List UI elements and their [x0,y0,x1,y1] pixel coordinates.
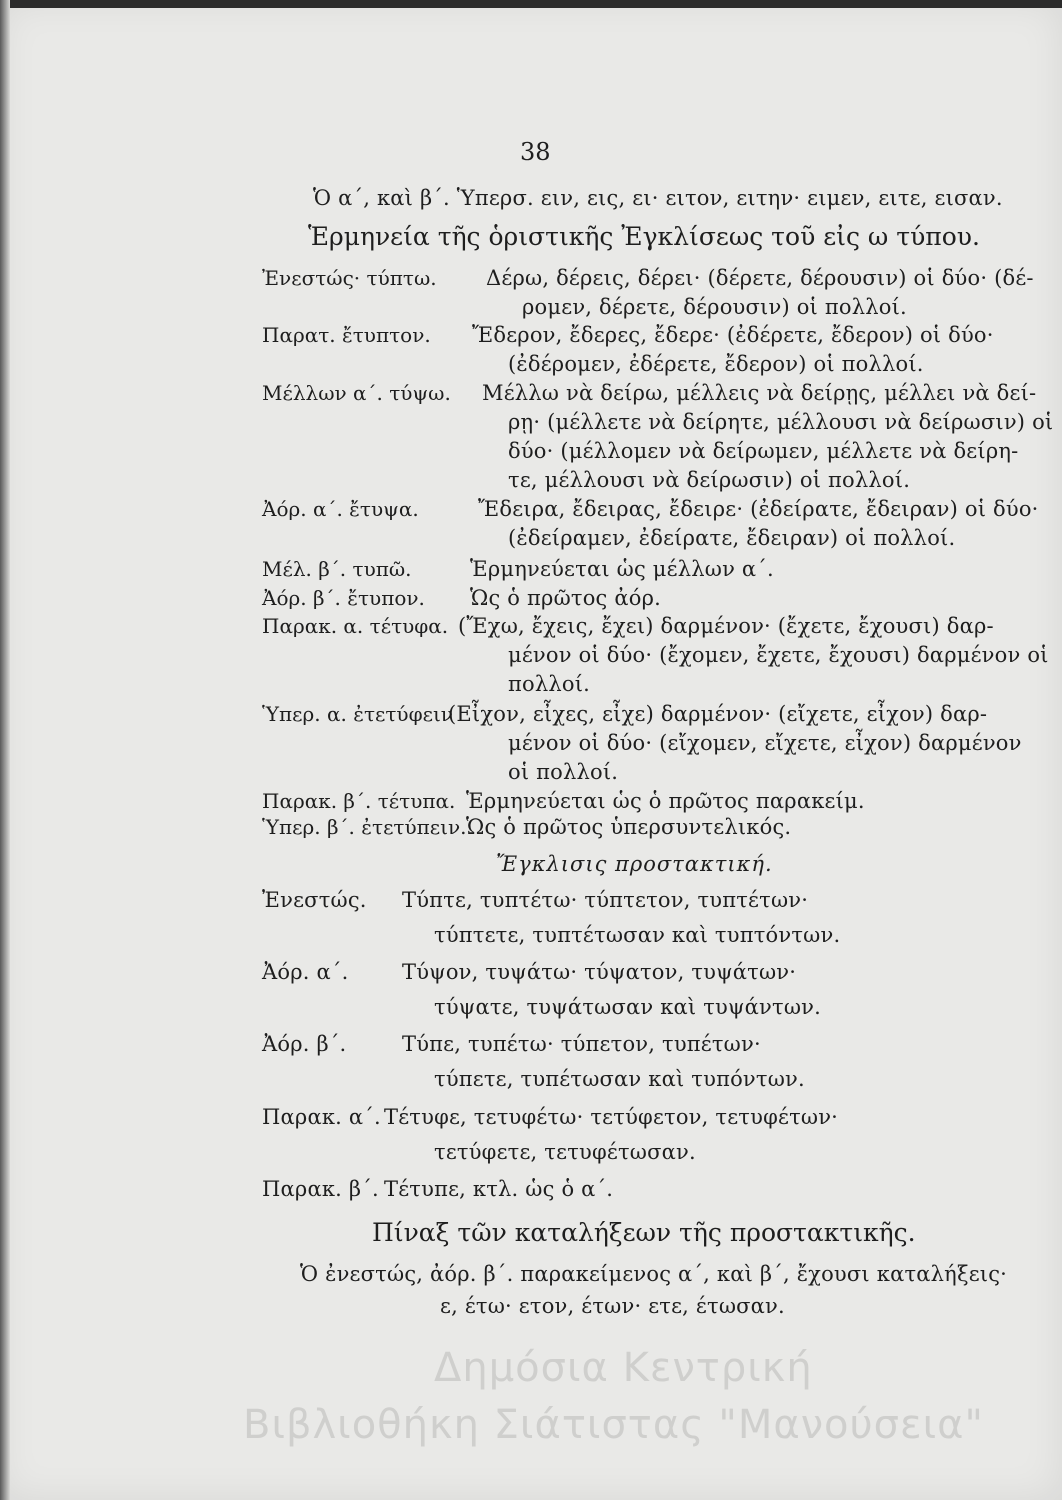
imperative-label-perfect-a: Παρακ. α΄. [262,1105,381,1129]
tense-label-aorist-a: Ἀόρ. α΄. ἔτυψα. [262,497,419,521]
library-watermark-line-1: Δημόσια Κεντρική [434,1345,813,1391]
tense-text-pluperfect-a-2: μένον οἱ δύο· (εἴχομεν, εἴχετε, εἶχον) δαρμένον [508,731,1022,755]
intro-line: Ὁ α΄, καὶ β΄. Ὑπερσ. ειν, εις, ει· ειτον, ειτην· ειμεν, ειτε, εισαν. [313,186,1003,210]
tense-text-imperfect-1: Ἔδερον, ἔδερες, ἔδερε· (ἐδέρετε, ἔδερον) οἱ δύο· [472,323,994,347]
imperative-label-aorist-a: Ἀόρ. α΄. [262,960,349,984]
tense-text-perfect-a-3: πολλοί. [508,672,591,696]
tense-label-aorist-b: Ἀόρ. β΄. ἔτυπον. [262,586,425,610]
tense-text-pluperfect-a-3: οἱ πολλοί. [508,760,619,784]
tense-text-aorist-a-2: (ἐδείραμεν, ἐδείρατε, ἔδειραν) οἱ πολλοί. [508,526,956,550]
section-heading-indicative: Ἑρμηνεία τῆς ὁριστικῆς Ἐγκλίσεως τοῦ εἰς ω τύπου. [308,222,980,251]
tense-text-future-b: Ἑρμηνεύεται ὡς μέλλων α΄. [470,557,774,581]
imperative-text-aorist-a-1: Τύψον, τυψάτω· τύψατον, τυψάτων· [402,960,797,984]
imperative-text-present-1: Τύπτε, τυπτέτω· τύπτετον, τυπτέτων· [402,888,809,912]
tense-text-future-a-1: Μέλλω νὰ δείρω, μέλλεις νὰ δείρῃς, μέλλει νὰ δεί- [482,381,1037,405]
imperative-text-present-2: τύπτετε, τυπτέτωσαν καὶ τυπτόντων. [434,923,841,947]
tense-text-present-1: Δέρω, δέρεις, δέρει· (δέρετε, δέρουσιν) οἱ δύο· (δέ- [486,266,1034,290]
tense-label-future-b: Μέλ. β΄. τυπῶ. [262,557,412,581]
imperative-text-aorist-b-2: τύπετε, τυπέτωσαν καὶ τυπόντων. [434,1067,805,1091]
tense-label-pluperfect-a: Ὑπερ. α. ἐτετύφειν [262,702,453,726]
endings-text-1: Ὁ ἐνεστώς, ἀόρ. β΄. παρακείμενος α΄, καὶ β΄, ἔχουσι καταλήξεις· [300,1262,1008,1286]
imperative-text-aorist-b-1: Τύπε, τυπέτω· τύπετον, τυπέτων· [402,1032,761,1056]
page-left-edge [0,0,10,1500]
imperative-text-perfect-a-1: Τέτυφε, τετυφέτω· τετύφετον, τετυφέτων· [384,1105,839,1129]
section-heading-imperative: Ἔγκλισις προστακτική. [496,852,773,876]
imperative-text-perfect-a-2: τετύφετε, τετυφέτωσαν. [434,1140,696,1164]
tense-label-imperfect: Παρατ. ἔτυπτον. [262,323,431,347]
tense-text-perfect-a-2: μένον οἱ δύο· (ἔχομεν, ἔχετε, ἔχουσι) δαρμένον οἱ [508,643,1049,667]
tense-text-future-a-3: δύο· (μέλλομεν νὰ δείρωμεν, μέλλετε νὰ δείρη- [508,439,1019,463]
tense-text-future-a-2: ρῃ· (μέλλετε νὰ δείρητε, μέλλουσι νὰ δείρωσιν) οἱ [508,410,1054,434]
page-number: 38 [520,138,551,166]
tense-label-perfect-a: Παρακ. α. τέτυφα. [262,614,449,638]
imperative-text-perfect-b: Τέτυπε, κτλ. ὡς ὁ α΄. [384,1177,614,1201]
tense-label-future-a: Μέλλων α΄. τύψω. [262,381,451,405]
imperative-text-aorist-a-2: τύψατε, τυψάτωσαν καὶ τυψάντων. [434,995,822,1019]
tense-text-future-a-4: τε, μέλλουσι νὰ δείρωσιν) οἱ πολλοί. [508,468,911,492]
tense-text-perfect-a-1: (Ἔχω, ἔχεις, ἔχει) δαρμένον· (ἔχετε, ἔχουσι) δαρ- [458,614,994,638]
tense-text-aorist-b: Ὡς ὁ πρῶτος ἀόρ. [470,586,662,610]
imperative-label-present: Ἐνεστώς. [262,888,367,912]
endings-text-2: ε, έτω· ετον, έτων· ετε, έτωσαν. [440,1294,785,1318]
imperative-label-perfect-b: Παρακ. β΄. [262,1177,379,1201]
tense-label-pluperfect-b: Ὑπερ. β΄. ἐτετύπειν. [262,815,467,839]
tense-text-present-2: ρομεν, δέρετε, δέρουσιν) οἱ πολλοί. [522,295,907,319]
tense-label-present: Ἐνεστώς· τύπτω. [262,266,437,290]
page-top-edge [0,0,1062,8]
library-watermark-line-2: Βιβλιοθήκη Σιάτιστας "Μανούσεια" [243,1402,984,1448]
imperative-label-aorist-b: Ἀόρ. β΄. [262,1032,347,1056]
tense-text-imperfect-2: (ἐδέρομεν, ἐδέρετε, ἔδερον) οἱ πολλοί. [508,352,924,376]
tense-text-pluperfect-a-1: (Εἶχον, εἶχες, εἶχε) δαρμένον· (εἴχετε, εἶχον) δαρ- [448,702,988,726]
tense-text-perfect-b: Ἑρμηνεύεται ὡς ὁ πρῶτος παρακείμ. [466,789,865,813]
tense-text-aorist-a-1: Ἔδειρα, ἔδειρας, ἔδειρε· (ἐδείρατε, ἔδειραν) οἱ δύο· [478,497,1039,521]
tense-text-pluperfect-b: Ὡς ὁ πρῶτος ὑπερσυντελικός. [466,815,792,839]
section-heading-endings: Πίναξ τῶν καταλήξεων τῆς προστακτικῆς. [372,1218,916,1247]
tense-label-perfect-b: Παρακ. β΄. τέτυπα. [262,789,456,813]
